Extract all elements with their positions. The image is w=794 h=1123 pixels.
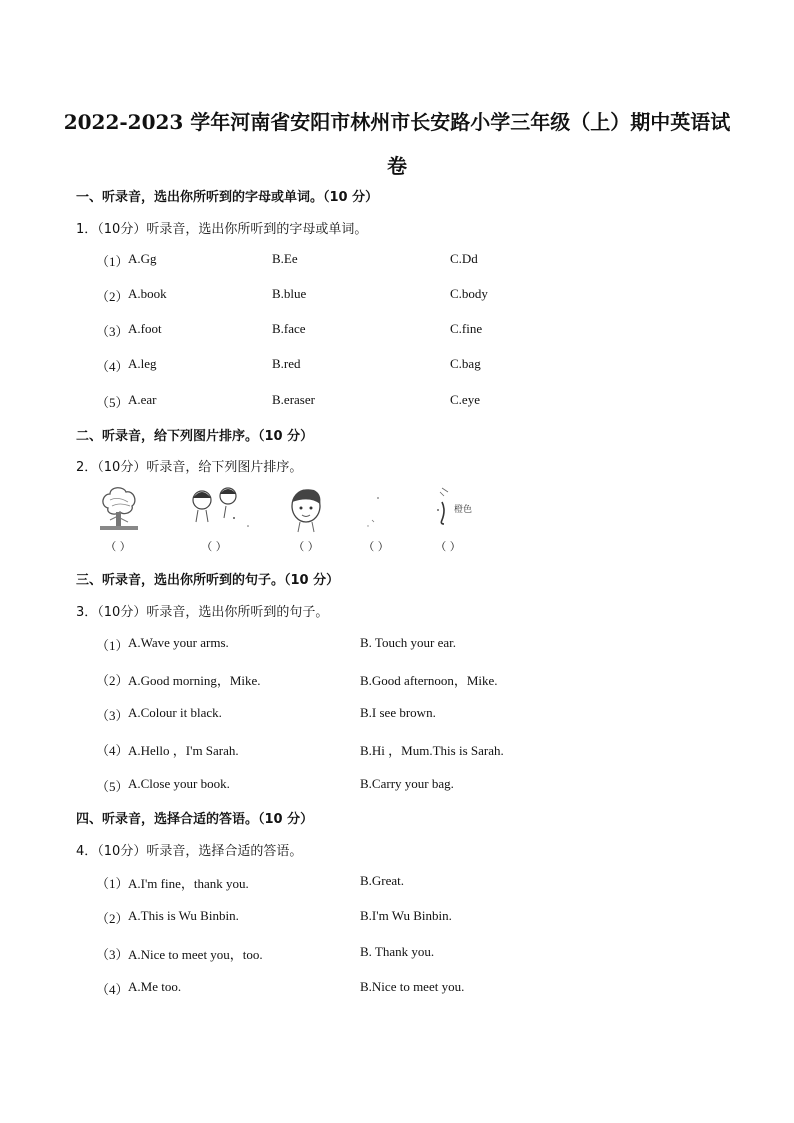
orange-label: 橙色 [454, 505, 473, 515]
q4-item-4 [96, 979, 716, 997]
option-b: B.Great. [360, 873, 405, 888]
title-line-1: 2022-2023 学年河南省安阳市林州市长安路小学三年级（上）期中英语试 [63, 110, 731, 134]
option-a: A.Hello ，I'm Sarah. [128, 743, 239, 758]
option-a: A.foot [128, 321, 162, 336]
option-b: B.I'm Wu Binbin. [360, 908, 452, 923]
q4-item-2 [96, 908, 716, 926]
option-b: B.Nice to meet you. [360, 979, 465, 994]
tree-picture-icon [88, 480, 148, 540]
option-c: C.bag [450, 356, 481, 371]
picture-3 [276, 480, 346, 558]
question-3: 3．（10分）听录音，选出你所听到的句子。 [76, 605, 329, 620]
section-1-heading: 一、听录音，选出你所听到的字母或单词。（10 分） [76, 190, 379, 205]
option-c: C.eye [450, 392, 480, 407]
option-b: B.eraser [272, 392, 315, 407]
q3-item-4 [96, 740, 716, 758]
answer-blank: （ ） [201, 540, 227, 553]
item-number: （4） [96, 359, 129, 374]
option-b: B. Thank you. [360, 944, 435, 959]
q3-item-5 [96, 776, 716, 794]
q1-item-5 [96, 392, 716, 410]
option-b: B.Ee [272, 251, 298, 266]
picture-2 [184, 480, 254, 558]
item-number: （4） [96, 743, 129, 758]
q3-item-3 [96, 705, 716, 723]
q4-item-3 [96, 944, 716, 962]
option-c: C.fine [450, 321, 483, 336]
option-b: B. Touch your ear. [360, 635, 456, 650]
option-a: A.Close your book. [128, 776, 230, 791]
option-a: A.Colour it black. [128, 705, 222, 720]
item-number: （1） [96, 638, 129, 653]
option-a: A.Wave your arms. [128, 635, 229, 650]
picture-row [88, 480, 508, 558]
option-b: B.face [272, 321, 306, 336]
option-a: A.ear [128, 392, 157, 407]
q1-item-2 [96, 286, 716, 304]
option-b: B.blue [272, 286, 307, 301]
q1-item-3 [96, 321, 716, 339]
option-b: B.I see brown. [360, 705, 436, 720]
item-number: （2） [96, 911, 129, 926]
item-number: （2） [96, 673, 129, 688]
answer-blank: （ ） [293, 540, 319, 553]
q4-item-1 [96, 873, 716, 891]
question-2: 2．（10分）听录音，给下列图片排序。 [76, 460, 303, 475]
picture-4 [346, 480, 416, 558]
option-a: A.Nice to meet you，too. [128, 947, 263, 962]
option-c: C.Dd [450, 251, 478, 266]
section-2-heading: 二、听录音，给下列图片排序。（10 分） [76, 429, 314, 444]
item-number: （2） [96, 289, 129, 304]
option-a: A.Gg [128, 251, 157, 266]
option-b: B.Good afternoon，Mike. [360, 673, 498, 688]
picture-5 [418, 480, 488, 558]
option-a: A.Good morning，Mike. [128, 673, 261, 688]
question-1: 1．（10分）听录音，选出你所听到的字母或单词。 [76, 222, 368, 237]
item-number: （4） [96, 982, 129, 997]
answer-blank: （ ） [363, 540, 389, 553]
q3-item-1 [96, 635, 716, 653]
option-b: B.Hi ，Mum.This is Sarah. [360, 743, 504, 758]
question-4: 4．（10分）听录音，选择合适的答语。 [76, 844, 303, 859]
option-b: B.red [272, 356, 301, 371]
answer-blank: （ ） [105, 540, 131, 553]
option-a: A.book [128, 286, 167, 301]
option-a: A.Me too. [128, 979, 182, 994]
title-line-2: 卷 [387, 154, 407, 178]
option-a: A.This is Wu Binbin. [128, 908, 239, 923]
item-number: （1） [96, 876, 129, 891]
q1-item-4 [96, 356, 716, 374]
item-number: （5） [96, 395, 129, 410]
picture-1 [88, 480, 158, 558]
exam-title [60, 100, 734, 188]
answer-blank: （ ） [435, 540, 461, 553]
item-number: （1） [96, 254, 129, 269]
q1-item-1 [96, 251, 716, 269]
q3-item-2 [96, 670, 716, 688]
face-picture-icon [276, 480, 336, 540]
section-4-heading: 四、听录音，选择合适的答语。（10 分） [76, 812, 314, 827]
item-number: （3） [96, 708, 129, 723]
option-a: A.leg [128, 356, 157, 371]
option-a: A.I'm fine，thank you. [128, 876, 249, 891]
children-picture-icon [184, 480, 254, 540]
item-number: （3） [96, 324, 129, 339]
option-c: C.body [450, 286, 488, 301]
faint-picture-icon [346, 480, 406, 540]
option-b: B.Carry your bag. [360, 776, 454, 791]
section-3-heading: 三、听录音，选出你所听到的句子。（10 分） [76, 573, 340, 588]
item-number: （3） [96, 947, 129, 962]
item-number: （5） [96, 779, 129, 794]
